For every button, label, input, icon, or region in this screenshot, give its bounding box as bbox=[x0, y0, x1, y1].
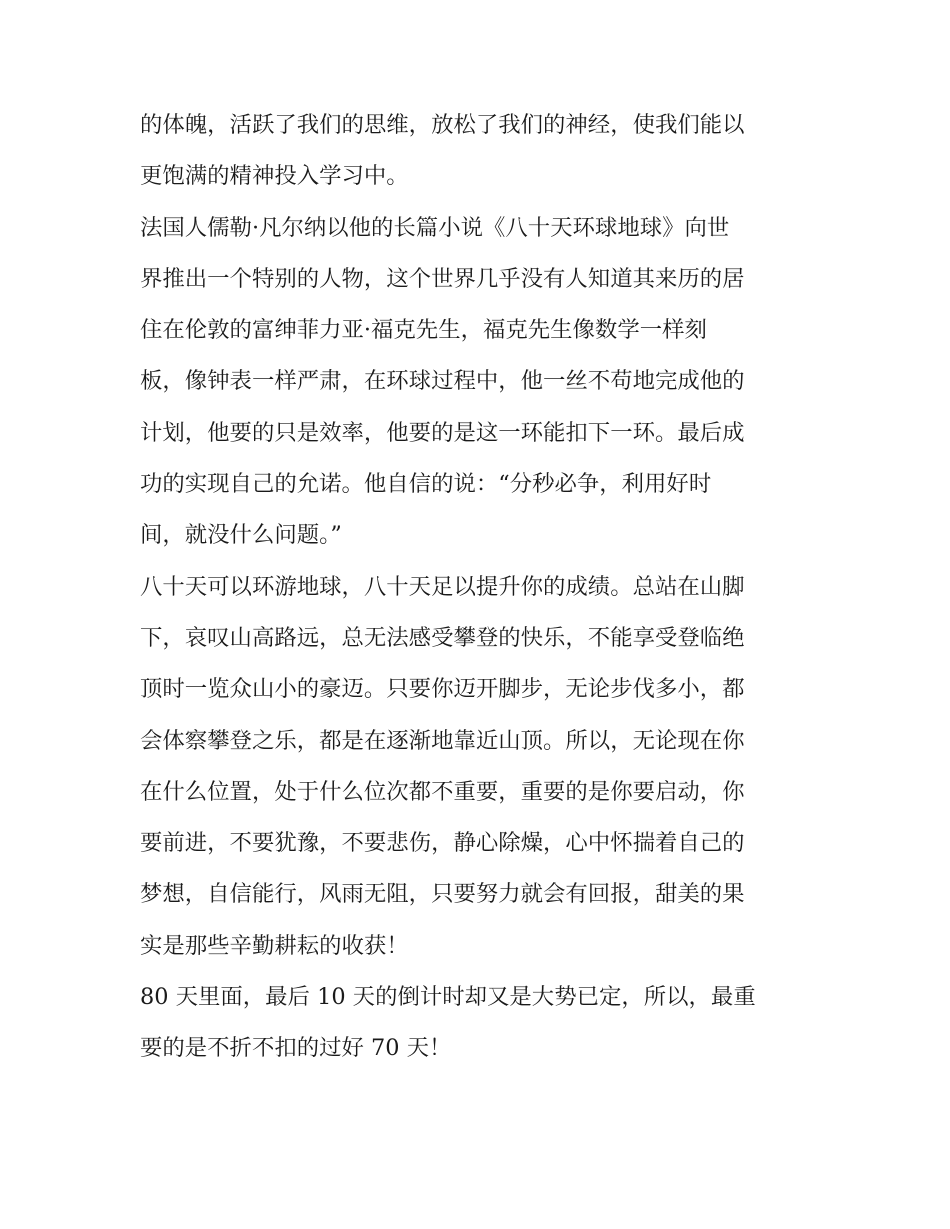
text-line: 下，哀叹山高路远，总无法感受攀登的快乐，不能享受登临绝 bbox=[140, 624, 745, 651]
text-line: 间，就没什么问题。” bbox=[140, 522, 342, 549]
text-line: 界推出一个特别的人物，这个世界几乎没有人知道其来历的居 bbox=[140, 265, 745, 292]
text-line: 法国人儒勒·凡尔纳以他的长篇小说《八十天环球地球》向世 bbox=[140, 214, 730, 241]
text-line: 要的是不折不扣的过好 70 天！ bbox=[140, 1035, 452, 1062]
text-line: 住在伦敦的富绅菲力亚·福克先生，福克先生像数学一样刻 bbox=[140, 317, 707, 344]
text-line: 功的实现自己的允诺。他自信的说：“分秒必争，利用好时 bbox=[140, 471, 712, 498]
text-line: 板，像钟表一样严肃，在环球过程中，他一丝不苟地完成他的 bbox=[140, 368, 745, 395]
text-line: 的体魄，活跃了我们的思维，放松了我们的神经，使我们能以 bbox=[140, 112, 745, 138]
text-line: 要前进，不要犹豫，不要悲伤，静心除燥，心中怀揣着自己的 bbox=[140, 830, 745, 857]
text-line: 80 天里面，最后 10 天的倒计时却又是大势已定，所以，最重 bbox=[140, 984, 756, 1011]
text-line: 顶时一览众山小的豪迈。只要你迈开脚步，无论步伐多小，都 bbox=[140, 676, 745, 703]
text-line: 八十天可以环游地球，八十天足以提升你的成绩。总站在山脚 bbox=[140, 573, 745, 600]
body-text bbox=[140, 100, 812, 1075]
text-line: 在什么位置，处于什么位次都不重要，重要的是你要启动，你 bbox=[140, 778, 745, 805]
text-line: 计划，他要的只是效率，他要的是这一环能扣下一环。最后成 bbox=[140, 419, 745, 446]
text-line: 会体察攀登之乐，都是在逐渐地靠近山顶。所以，无论现在你 bbox=[140, 727, 745, 754]
text-line: 实是那些辛勤耕耘的收获！ bbox=[140, 932, 409, 959]
text-line: 梦想，自信能行，风雨无阻，只要努力就会有回报，甜美的果 bbox=[140, 881, 745, 908]
text-line: 更饱满的精神投入学习中。 bbox=[140, 163, 409, 190]
